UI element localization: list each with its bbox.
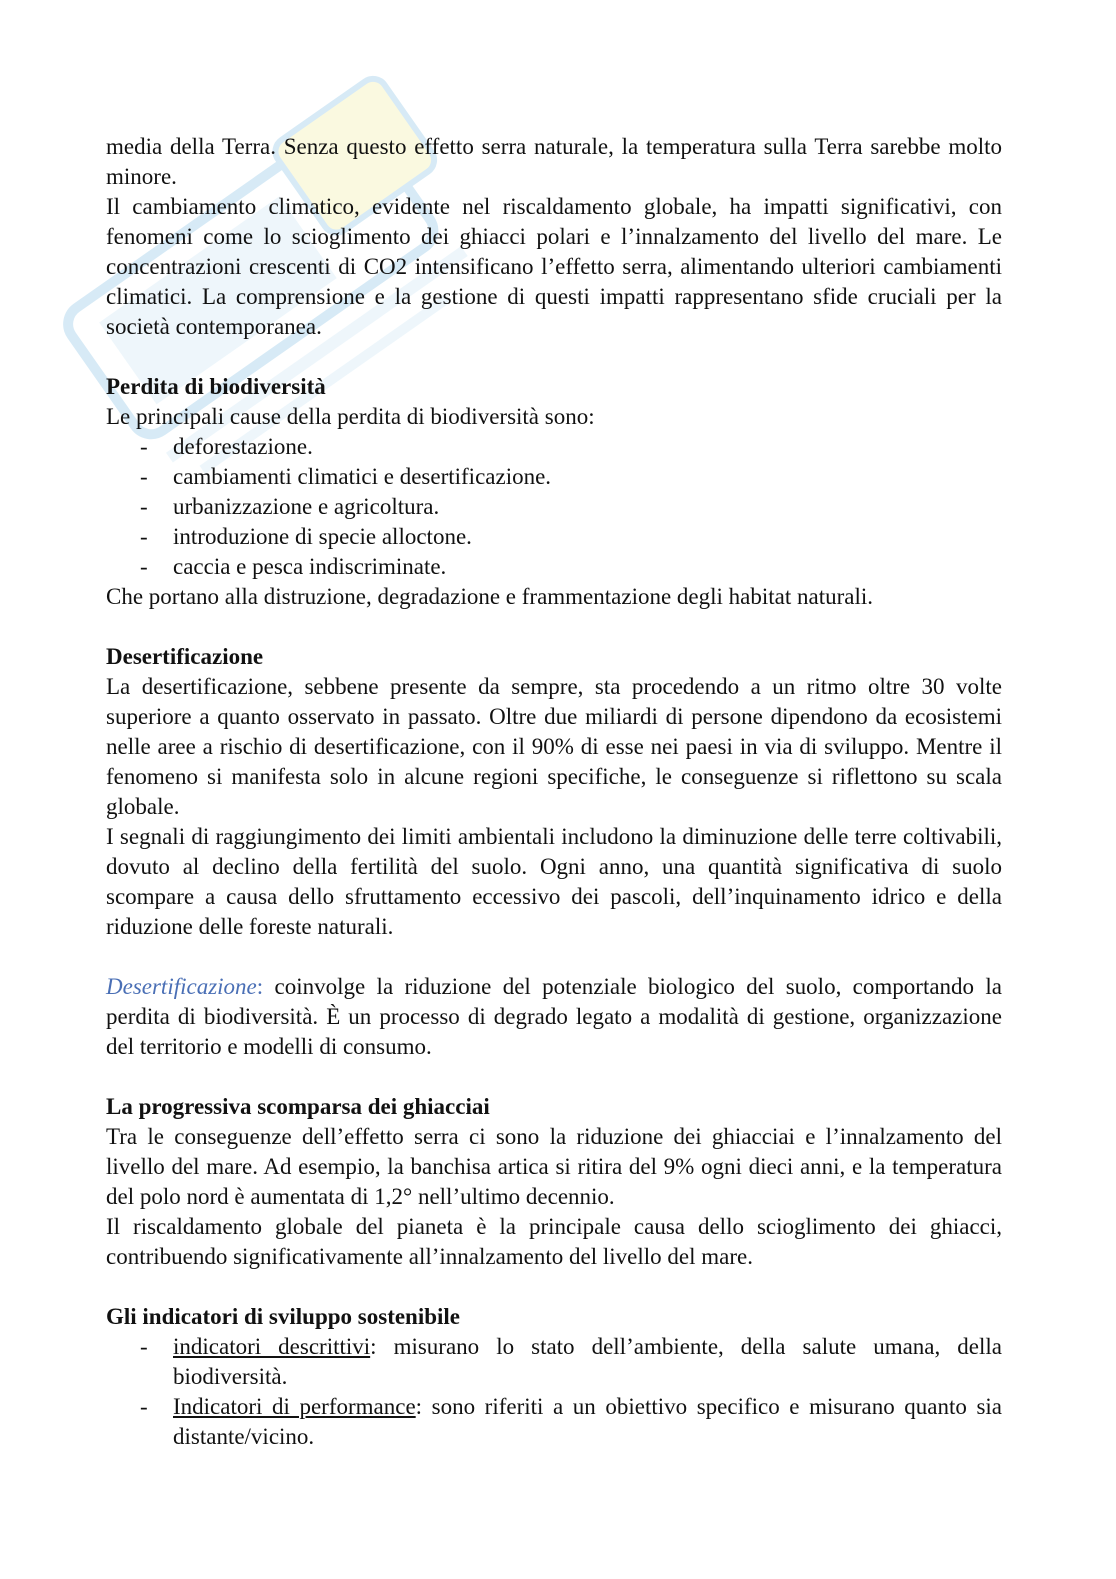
dash-bullet: -	[140, 434, 148, 459]
ghiacciai-paragraph-1: Tra le conseguenze dell’effetto serra ci sono la riduzione dei ghiacciai e l’innalzamento del livello del mare. Ad esempio, la banchisa artica si ritira del 9% ogni dieci anni, e la temperatura del polo nord è aumentata di 1,2° nell’ultimo decennio.	[106, 1124, 1002, 1209]
biodiversita-causes-list	[106, 432, 1002, 582]
dash-bullet: -	[140, 524, 148, 549]
list-item	[106, 552, 1002, 582]
list-item	[106, 1332, 1002, 1392]
ghiacciai-paragraph-2: Il riscaldamento globale del pianeta è la principale causa dello scioglimento dei ghiacci, contribuendo significativamente all’innalzamento del livello del mare.	[106, 1214, 1002, 1269]
dash-bullet: -	[140, 494, 148, 519]
indicator-text: : sono riferiti a un obiettivo specifico e misurano quanto sia distante/vicino.	[173, 1394, 1003, 1449]
definition-colon: :	[256, 974, 264, 999]
list-item	[106, 1392, 1002, 1452]
intro-paragraph-1: media della Terra. Senza questo effetto serra naturale, la temperatura sulla Terra sarebbe molto minore.	[106, 134, 1002, 189]
biodiversita-lead: Le principali cause della perdita di biodiversità sono:	[106, 404, 595, 429]
indicator-term: indicatori descrittivi	[173, 1334, 371, 1359]
list-item-text: deforestazione.	[173, 434, 313, 459]
biodiversita-outro: Che portano alla distruzione, degradazione e frammentazione degli habitat naturali.	[106, 584, 873, 609]
definition-term: Desertificazione	[106, 974, 257, 999]
dash-bullet: -	[140, 1394, 148, 1419]
desertificazione-paragraph-1: La desertificazione, sebbene presente da sempre, sta procedendo a un ritmo oltre 30 volte superiore a quanto osservato in passato. Oltre due miliardi di persone dipendono da ecosistemi nelle aree a rischio di desertificazione, con il 90% di esse nei paesi in via di sviluppo. Mentre il fenomeno si manifesta solo in alcune regioni specifiche, le conseguenze si riflettono su scala globale.	[106, 674, 1002, 819]
list-item-text: urbanizzazione e agricoltura.	[173, 494, 440, 519]
list-item-text: cambiamenti climatici e desertificazione.	[173, 464, 552, 489]
dash-bullet: -	[140, 1334, 148, 1359]
list-item	[106, 432, 1002, 462]
list-item	[106, 462, 1002, 492]
intro-paragraph-2: Il cambiamento climatico, evidente nel riscaldamento globale, ha impatti significativi, con fenomeni come lo scioglimento dei ghiacci polari e l’innalzamento del livello del mare. Le concentrazioni crescenti di CO2 intensificano l’effetto serra, alimentando ulteriori cambiamenti climatici. La comprensione e la gestione di questi impatti rappresentano sfide cruciali per la società contemporanea.	[106, 194, 1002, 339]
desertificazione-definition	[106, 972, 1002, 1062]
list-item-text: caccia e pesca indiscriminate.	[173, 554, 447, 579]
list-item	[106, 492, 1002, 522]
heading-biodiversita: Perdita di biodiversità	[106, 374, 326, 399]
heading-desertificazione: Desertificazione	[106, 644, 264, 669]
indicator-term: Indicatori di performance	[173, 1394, 416, 1419]
list-item	[106, 522, 1002, 552]
indicatori-list	[106, 1332, 1002, 1452]
heading-indicatori: Gli indicatori di sviluppo sostenibile	[106, 1304, 461, 1329]
indicator-text: : misurano lo stato dell’ambiente, della salute umana, della biodiversità.	[173, 1334, 1002, 1389]
desertificazione-paragraph-2: I segnali di raggiungimento dei limiti ambientali includono la diminuzione delle terre coltivabili, dovuto al declino della fertilità del suolo. Ogni anno, una quantità significativa di suolo scompare a causa dello sfruttamento eccessivo dei pascoli, dell’inquinamento idrico e della riduzione delle foreste naturali.	[106, 824, 1002, 939]
dash-bullet: -	[140, 464, 148, 489]
definition-text: coinvolge la riduzione del potenziale biologico del suolo, comportando la perdita di biodiversità. È un processo di degrado legato a modalità di gestione, organizzazione del territorio e modelli di consumo.	[106, 974, 1002, 1059]
list-item-text: introduzione di specie alloctone.	[173, 524, 472, 549]
dash-bullet: -	[140, 554, 148, 579]
document-page	[106, 132, 1002, 1452]
heading-ghiacciai: La progressiva scomparsa dei ghiacciai	[106, 1094, 490, 1119]
